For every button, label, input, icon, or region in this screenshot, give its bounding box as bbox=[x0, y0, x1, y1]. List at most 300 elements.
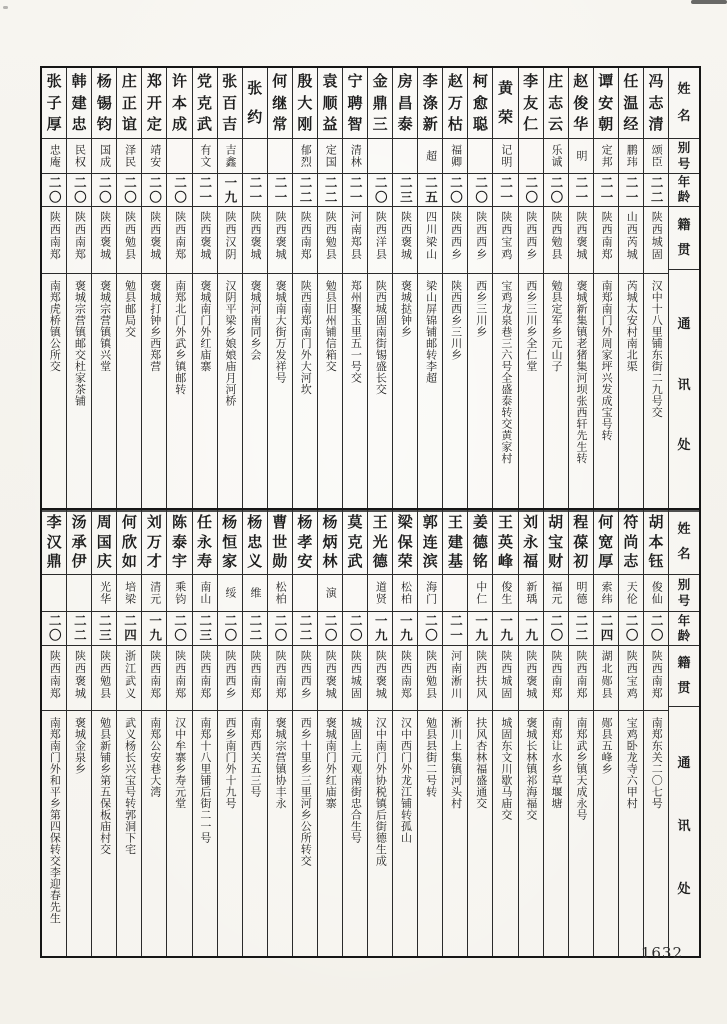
person-alias: 靖安 bbox=[142, 138, 166, 173]
person-age: 二一 bbox=[619, 173, 643, 206]
person-name: 殷 大 刚 bbox=[297, 72, 313, 133]
person-column bbox=[66, 68, 91, 510]
person-alias: 道贤 bbox=[368, 574, 392, 611]
person-name: 李 涤 新 bbox=[422, 72, 438, 133]
person-address: 褒城金泉乡 bbox=[67, 710, 91, 956]
person-origin: 四川梁山 bbox=[418, 206, 442, 273]
person-column bbox=[42, 510, 66, 956]
person-name: 杨 孝 安 bbox=[297, 512, 313, 571]
person-age: 二二 bbox=[67, 611, 91, 645]
person-age: 二〇 bbox=[42, 611, 66, 645]
person-age: 二四 bbox=[117, 611, 141, 645]
person-address: 南郑让水乡草堰塘 bbox=[544, 710, 568, 956]
person-origin: 陕西南郑 bbox=[42, 206, 66, 273]
person-origin: 陕西汉阴 bbox=[218, 206, 242, 273]
person-alias: 光华 bbox=[92, 574, 116, 611]
person-column bbox=[417, 68, 442, 510]
person-age: 一九 bbox=[519, 611, 543, 645]
person-name: 汤 承 伊 bbox=[71, 512, 87, 571]
person-alias: 绥 bbox=[218, 574, 242, 611]
person-alias bbox=[393, 138, 417, 173]
person-address: 褒城河南同乡会 bbox=[243, 273, 267, 510]
person-column bbox=[141, 510, 166, 956]
person-age: 二〇 bbox=[468, 173, 492, 206]
person-origin: 陕西褒城 bbox=[92, 206, 116, 273]
person-column bbox=[217, 510, 242, 956]
person-age: 二〇 bbox=[318, 611, 342, 645]
person-column bbox=[342, 68, 367, 510]
person-name: 陈 泰 宇 bbox=[171, 512, 187, 571]
person-origin: 陕西南郑 bbox=[569, 645, 593, 710]
person-address: 褒城宗营镇镇兴堂 bbox=[92, 273, 116, 510]
person-origin: 陕西褒城 bbox=[193, 206, 217, 273]
person-age: 二三 bbox=[393, 173, 417, 206]
person-address: 勉县邮局交 bbox=[117, 273, 141, 510]
person-name: 曹 世 勋 bbox=[272, 512, 288, 571]
person-column bbox=[643, 510, 668, 956]
person-origin: 陕西南郑 bbox=[193, 645, 217, 710]
person-address: 褒城宗营镇邮交杜家茶铺 bbox=[67, 273, 91, 510]
person-name: 杨 恒 家 bbox=[222, 512, 238, 571]
person-column bbox=[192, 510, 217, 956]
person-address: 西乡三川乡 bbox=[468, 273, 492, 510]
person-name: 姜 德 铭 bbox=[472, 512, 488, 571]
person-column bbox=[267, 510, 292, 956]
person-origin: 陕西南郑 bbox=[142, 645, 166, 710]
person-alias: 颂臣 bbox=[644, 138, 668, 173]
person-column bbox=[116, 510, 141, 956]
person-column bbox=[317, 68, 342, 510]
person-origin: 陕西城固 bbox=[493, 645, 517, 710]
person-name: 王 英 峰 bbox=[497, 512, 513, 571]
person-origin: 山西芮城 bbox=[619, 206, 643, 273]
person-origin: 陕西褒城 bbox=[243, 206, 267, 273]
person-name: 郑 开 定 bbox=[146, 72, 162, 133]
person-name: 胡 宝 财 bbox=[548, 512, 564, 571]
person-name: 赵 俊 华 bbox=[573, 72, 589, 133]
person-name: 杨 忠 义 bbox=[247, 512, 263, 571]
person-origin: 陕西南郑 bbox=[293, 206, 317, 273]
person-address: 褒城打钟乡西郑营 bbox=[142, 273, 166, 510]
person-origin: 陕西南郑 bbox=[644, 645, 668, 710]
person-column bbox=[116, 68, 141, 510]
person-alias: 维 bbox=[243, 574, 267, 611]
person-alias: 定邦 bbox=[594, 138, 618, 173]
person-column bbox=[417, 510, 442, 956]
header-cell-name: 姓 名 bbox=[677, 81, 691, 125]
person-column bbox=[292, 68, 317, 510]
person-origin: 陕西西乡 bbox=[293, 645, 317, 710]
person-alias bbox=[468, 138, 492, 173]
person-origin: 陕西南郑 bbox=[594, 206, 618, 273]
person-address: 郑州聚玉里五一号交 bbox=[343, 273, 367, 510]
person-alias: 乘钧 bbox=[167, 574, 191, 611]
person-address: 芮城太安村南北渠 bbox=[619, 273, 643, 510]
person-column bbox=[568, 68, 593, 510]
person-name: 任 永 寿 bbox=[197, 512, 213, 571]
person-column bbox=[217, 68, 242, 510]
person-address: 淅川上集镇河头村 bbox=[443, 710, 467, 956]
person-name: 莫 克 武 bbox=[347, 512, 363, 571]
person-alias: 乐诚 bbox=[544, 138, 568, 173]
person-age: 二一 bbox=[569, 173, 593, 206]
person-age: 二〇 bbox=[42, 173, 66, 206]
person-age: 一九 bbox=[393, 611, 417, 645]
person-name: 宁 聘 智 bbox=[347, 72, 363, 133]
person-column bbox=[367, 510, 392, 956]
person-alias: 忠庵 bbox=[42, 138, 66, 173]
person-origin: 陕西勉县 bbox=[117, 206, 141, 273]
person-alias: 明 bbox=[569, 138, 593, 173]
person-name: 庄 志 云 bbox=[548, 72, 564, 133]
person-alias: 定国 bbox=[318, 138, 342, 173]
person-name: 梁 保 荣 bbox=[397, 512, 413, 571]
person-column bbox=[292, 510, 317, 956]
scan-artifact bbox=[3, 6, 8, 9]
person-age: 二二 bbox=[318, 173, 342, 206]
person-column bbox=[66, 510, 91, 956]
person-alias bbox=[368, 138, 392, 173]
person-address: 汉中西门外龙江铺转孤山 bbox=[393, 710, 417, 956]
person-alias: 吉鑫 bbox=[218, 138, 242, 173]
person-address: 陕西城固南街锡盛长交 bbox=[368, 273, 392, 510]
person-column bbox=[467, 68, 492, 510]
person-column bbox=[643, 68, 668, 510]
person-address: 南郑西关五三号 bbox=[243, 710, 267, 956]
person-column bbox=[518, 510, 543, 956]
person-alias: 演 bbox=[318, 574, 342, 611]
person-origin: 河南郑县 bbox=[343, 206, 367, 273]
person-column bbox=[442, 510, 467, 956]
person-origin: 陕西勉县 bbox=[418, 645, 442, 710]
person-name: 张 百 吉 bbox=[222, 72, 238, 133]
person-name: 许 本 成 bbox=[171, 72, 187, 133]
person-address: 勉县新铺乡第五保板庙村交 bbox=[92, 710, 116, 956]
person-origin: 陕西褒城 bbox=[569, 206, 593, 273]
person-name: 金 鼎 三 bbox=[372, 72, 388, 133]
person-column bbox=[392, 68, 417, 510]
person-age: 二一 bbox=[268, 173, 292, 206]
person-address: 褒城新集镇老猪集河坝张西轩先生转 bbox=[569, 273, 593, 510]
person-column bbox=[367, 68, 392, 510]
person-address: 汉中牟寨乡寿元堂 bbox=[167, 710, 191, 956]
person-alias: 俊仙 bbox=[644, 574, 668, 611]
header-cell-age: 年 龄 bbox=[669, 173, 699, 206]
person-address: 西乡三川乡全仁堂 bbox=[519, 273, 543, 510]
person-alias bbox=[443, 574, 467, 611]
person-age: 二五 bbox=[418, 173, 442, 206]
person-column bbox=[141, 68, 166, 510]
person-address: 西乡十里乡三里河乡公所转交 bbox=[293, 710, 317, 956]
person-age: 二二 bbox=[569, 611, 593, 645]
person-age: 二〇 bbox=[619, 611, 643, 645]
person-column bbox=[492, 68, 517, 510]
person-origin: 陕西褒城 bbox=[142, 206, 166, 273]
person-alias bbox=[343, 574, 367, 611]
person-age: 二〇 bbox=[92, 173, 116, 206]
person-column bbox=[392, 510, 417, 956]
person-column bbox=[267, 68, 292, 510]
header-cell-origin: 籍 贯 bbox=[669, 206, 699, 269]
person-origin: 陕西西乡 bbox=[519, 206, 543, 273]
person-address: 梁山屏锦铺邮转李超 bbox=[418, 273, 442, 510]
person-origin: 陕西南郑 bbox=[167, 645, 191, 710]
person-age: 二〇 bbox=[443, 173, 467, 206]
person-origin: 陕西褒城 bbox=[67, 645, 91, 710]
person-name: 房 昌 泰 bbox=[397, 72, 413, 133]
person-alias: 俊生 bbox=[493, 574, 517, 611]
person-address: 汉中南门外协税镇后街德生成 bbox=[368, 710, 392, 956]
person-column bbox=[593, 68, 618, 510]
person-name: 周 国 庆 bbox=[96, 512, 112, 571]
person-address: 南郑北门外武乡镇邮转 bbox=[167, 273, 191, 510]
person-alias bbox=[243, 138, 267, 173]
person-alias: 松柏 bbox=[268, 574, 292, 611]
person-age: 二〇 bbox=[418, 611, 442, 645]
person-columns-bottom bbox=[42, 510, 668, 956]
person-name: 李 友 仁 bbox=[523, 72, 539, 133]
person-name: 王 光 德 bbox=[372, 512, 388, 571]
person-age: 二〇 bbox=[67, 173, 91, 206]
person-name: 程 葆 初 bbox=[573, 512, 589, 571]
person-address: 陕西西乡三川乡 bbox=[443, 273, 467, 510]
person-address: 褒城南门外红庙寨 bbox=[193, 273, 217, 510]
page-number: 1632 bbox=[640, 944, 683, 962]
person-name: 张 约 bbox=[247, 79, 263, 126]
person-address: 南郑公安巷大湾 bbox=[142, 710, 166, 956]
person-alias: 超 bbox=[418, 138, 442, 173]
person-name: 何 宽 厚 bbox=[598, 512, 614, 571]
person-address: 勉县旧州铺信箱交 bbox=[318, 273, 342, 510]
person-age: 二〇 bbox=[368, 173, 392, 206]
header-cell-origin: 籍 贯 bbox=[669, 645, 699, 706]
person-address: 南郑十八里铺后街二一号 bbox=[193, 710, 217, 956]
person-alias bbox=[268, 138, 292, 173]
header-column bbox=[668, 68, 699, 510]
person-name: 庄 正 谊 bbox=[121, 72, 137, 133]
person-name: 张 子 厚 bbox=[46, 72, 62, 133]
person-name: 何 继 常 bbox=[272, 72, 288, 133]
person-name: 柯 愈 聪 bbox=[472, 72, 488, 133]
person-alias: 中仁 bbox=[468, 574, 492, 611]
person-origin: 陕西褒城 bbox=[318, 645, 342, 710]
person-alias: 有文 bbox=[193, 138, 217, 173]
person-age: 二一 bbox=[343, 173, 367, 206]
person-alias: 天伦 bbox=[619, 574, 643, 611]
header-cell-name: 姓 名 bbox=[677, 521, 691, 563]
person-name: 黄 荣 bbox=[497, 79, 513, 126]
person-age: 一九 bbox=[142, 611, 166, 645]
person-name: 冯 志 清 bbox=[648, 72, 664, 133]
person-address: 汉阴平梁乡娘娘庙月河桥 bbox=[218, 273, 242, 510]
person-column bbox=[91, 68, 116, 510]
person-column bbox=[467, 510, 492, 956]
person-address: 勉县定军乡元山子 bbox=[544, 273, 568, 510]
person-age: 二〇 bbox=[142, 173, 166, 206]
person-address: 城固东文川歇马庙交 bbox=[493, 710, 517, 956]
person-name: 韩 建 忠 bbox=[71, 72, 87, 133]
person-origin: 陕西南郑 bbox=[268, 645, 292, 710]
person-column bbox=[618, 68, 643, 510]
person-column bbox=[192, 68, 217, 510]
person-origin: 陕西南郑 bbox=[42, 645, 66, 710]
person-column bbox=[492, 510, 517, 956]
person-alias bbox=[67, 574, 91, 611]
header-cell-age: 年 龄 bbox=[669, 611, 699, 645]
person-age: 一九 bbox=[368, 611, 392, 645]
person-age: 二〇 bbox=[544, 611, 568, 645]
person-origin: 陕西西乡 bbox=[218, 645, 242, 710]
person-origin: 陕西洋县 bbox=[368, 206, 392, 273]
person-column bbox=[317, 510, 342, 956]
person-name: 王 建 基 bbox=[447, 512, 463, 571]
person-alias bbox=[42, 574, 66, 611]
person-address: 宝鸡龙泉巷三六号全盛泰转交黄家村 bbox=[493, 273, 517, 510]
person-column bbox=[543, 510, 568, 956]
person-age: 二〇 bbox=[167, 173, 191, 206]
person-origin: 陕西南郑 bbox=[544, 645, 568, 710]
person-name: 何 欣 如 bbox=[121, 512, 137, 571]
person-age: 二〇 bbox=[268, 611, 292, 645]
person-alias: 清林 bbox=[343, 138, 367, 173]
header-cell-address: 通 讯 处 bbox=[669, 706, 699, 946]
person-name: 符 尚 志 bbox=[623, 512, 639, 571]
person-alias: 明德 bbox=[569, 574, 593, 611]
person-name: 党 克 武 bbox=[197, 72, 213, 133]
person-alias: 民权 bbox=[67, 138, 91, 173]
person-origin: 陕西宝鸡 bbox=[619, 645, 643, 710]
person-origin: 陕西扶风 bbox=[468, 645, 492, 710]
person-age: 二〇 bbox=[218, 611, 242, 645]
person-address: 勉县县街二号转 bbox=[418, 710, 442, 956]
person-address: 城固上元观南街忠合生号 bbox=[343, 710, 367, 956]
person-origin: 陕西西乡 bbox=[468, 206, 492, 273]
person-origin: 陕西南郑 bbox=[167, 206, 191, 273]
person-age: 二〇 bbox=[343, 611, 367, 645]
person-origin: 陕西褒城 bbox=[519, 645, 543, 710]
person-column bbox=[518, 68, 543, 510]
person-address: 扶风杏林福盛通交 bbox=[468, 710, 492, 956]
person-name: 袁 顺 益 bbox=[322, 72, 338, 133]
person-age: 二二 bbox=[293, 611, 317, 645]
person-alias: 南山 bbox=[193, 574, 217, 611]
header-column bbox=[668, 510, 699, 956]
person-alias: 泽民 bbox=[117, 138, 141, 173]
person-age: 二一 bbox=[493, 173, 517, 206]
person-name: 谭 安 朝 bbox=[598, 72, 614, 133]
person-alias bbox=[167, 138, 191, 173]
person-alias: 新瑀 bbox=[519, 574, 543, 611]
person-name: 郭 连 滨 bbox=[422, 512, 438, 571]
person-age: 二一 bbox=[443, 611, 467, 645]
person-age: 二四 bbox=[594, 611, 618, 645]
person-address: 南郑武乡镇天成永号 bbox=[569, 710, 593, 956]
person-age: 二〇 bbox=[644, 611, 668, 645]
person-age: 二〇 bbox=[519, 173, 543, 206]
person-age: 二二 bbox=[293, 173, 317, 206]
person-age: 二〇 bbox=[544, 173, 568, 206]
scan-artifact bbox=[691, 0, 727, 4]
person-column bbox=[166, 510, 191, 956]
person-alias bbox=[293, 574, 317, 611]
person-origin: 河南淅川 bbox=[443, 645, 467, 710]
person-age: 二〇 bbox=[167, 611, 191, 645]
person-address: 南郑东关二〇七号 bbox=[644, 710, 668, 956]
person-alias: 鹏玮 bbox=[619, 138, 643, 173]
roster-table-top bbox=[40, 66, 701, 512]
person-address: 褒城南门外红庙寨 bbox=[318, 710, 342, 956]
person-origin: 浙江武义 bbox=[117, 645, 141, 710]
person-origin: 陕西勉县 bbox=[92, 645, 116, 710]
person-origin: 陕西勉县 bbox=[544, 206, 568, 273]
person-origin: 陕西南郑 bbox=[393, 645, 417, 710]
person-origin: 陕西褒城 bbox=[368, 645, 392, 710]
person-name: 刘 永 福 bbox=[523, 512, 539, 571]
person-origin: 陕西南郑 bbox=[243, 645, 267, 710]
person-age: 二〇 bbox=[117, 173, 141, 206]
person-alias: 郁烈 bbox=[293, 138, 317, 173]
person-origin: 陕西勉县 bbox=[318, 206, 342, 273]
person-origin: 陕西宝鸡 bbox=[493, 206, 517, 273]
person-address: 褒城南大街万发祥号 bbox=[268, 273, 292, 510]
person-alias: 清元 bbox=[142, 574, 166, 611]
roster-table-bottom bbox=[40, 508, 701, 958]
person-address: 陕西南郑南门外大河坎 bbox=[293, 273, 317, 510]
person-columns-top bbox=[42, 68, 668, 510]
person-name: 任 温 经 bbox=[623, 72, 639, 133]
person-column bbox=[91, 510, 116, 956]
person-column bbox=[42, 68, 66, 510]
person-name: 杨 炳 林 bbox=[322, 512, 338, 571]
person-age: 一九 bbox=[493, 611, 517, 645]
person-column bbox=[568, 510, 593, 956]
person-alias: 培梁 bbox=[117, 574, 141, 611]
person-alias: 海门 bbox=[418, 574, 442, 611]
person-origin: 陕西褒城 bbox=[393, 206, 417, 273]
person-age: 一九 bbox=[218, 173, 242, 206]
person-address: 南郑虎桥镇公所交 bbox=[42, 273, 66, 510]
person-address: 西乡南门外十九号 bbox=[218, 710, 242, 956]
person-column bbox=[593, 510, 618, 956]
person-name: 杨 锡 钧 bbox=[96, 72, 112, 133]
person-address: 褒城宗营镇协丰永 bbox=[268, 710, 292, 956]
person-name: 李 汉 鼎 bbox=[46, 512, 62, 571]
header-cell-alias: 别 号 bbox=[669, 138, 699, 173]
person-address: 褒城挞钟乡 bbox=[393, 273, 417, 510]
person-column bbox=[442, 68, 467, 510]
person-alias bbox=[519, 138, 543, 173]
person-origin: 陕西南郑 bbox=[67, 206, 91, 273]
header-cell-address: 通 讯 处 bbox=[669, 269, 699, 500]
person-alias: 索纬 bbox=[594, 574, 618, 611]
person-name: 赵 万 枯 bbox=[447, 72, 463, 133]
person-address: 汉中十八里铺东街二九号交 bbox=[644, 273, 668, 510]
person-address: 南郑南门外和平乡第四保转交李迎春先生 bbox=[42, 710, 66, 956]
person-origin: 陕西褒城 bbox=[268, 206, 292, 273]
person-age: 二一 bbox=[243, 173, 267, 206]
person-alias: 福卿 bbox=[443, 138, 467, 173]
person-alias: 记明 bbox=[493, 138, 517, 173]
person-origin: 陕西城固 bbox=[343, 645, 367, 710]
person-name: 刘 万 才 bbox=[146, 512, 162, 571]
person-column bbox=[342, 510, 367, 956]
person-origin: 陕西西乡 bbox=[443, 206, 467, 273]
person-alias: 松柏 bbox=[393, 574, 417, 611]
person-age: 一九 bbox=[468, 611, 492, 645]
person-address: 宝鸡卧龙寺六甲村 bbox=[619, 710, 643, 956]
person-column bbox=[242, 510, 267, 956]
person-column bbox=[242, 68, 267, 510]
